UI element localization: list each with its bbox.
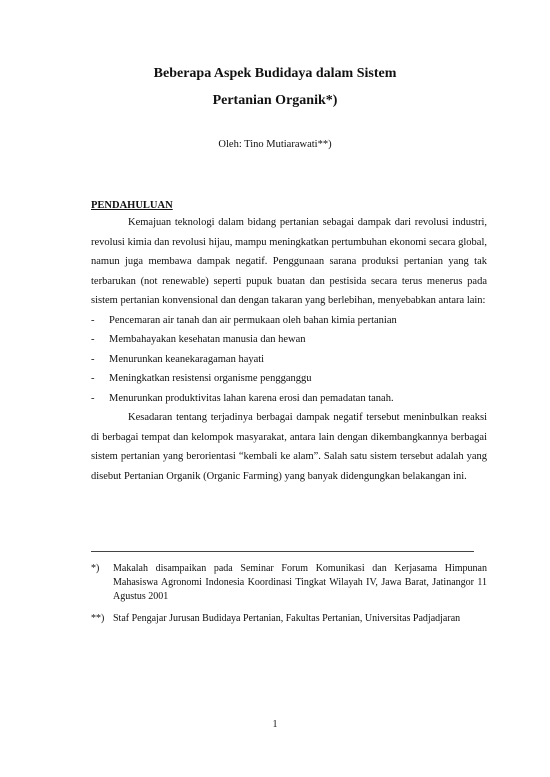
bullet-marker: - [91,392,95,404]
footnote [91,612,487,626]
title-line-2: Pertanian Organik*) [212,93,338,108]
list-item [91,330,487,350]
bullet-marker: - [91,314,95,326]
section-heading: PENDAHULUAN [91,200,173,211]
bullet-marker: - [91,373,95,384]
footnote-marker: **) [91,613,105,624]
body-text [91,213,487,486]
footnote [91,562,487,604]
list-item-text: Membahayakan kesehatan manusia dan hewan [109,334,306,345]
list-item-text: Pencemaran air tanah dan air permukaan oleh bahan kimia pertanian [109,314,397,326]
list-item-text: Menurunkan produktivitas lahan karena erosi dan pemadatan tanah. [109,392,394,404]
list-item-text: Meningkatkan resistensi organisme pengganggu [109,373,312,384]
list-item [91,311,487,331]
list-item-text: Menurunkan keanekaragaman hayati [109,353,265,365]
paragraph-intro: Kemajuan teknologi dalam bidang pertanian sebagai dampak dari revolusi industri, revolusi kimia dan revolusi hijau, mampu meningkatkan pertumbuhan ekonomi secara global, namun juga membawa dampak negatif. Penggunaan sarana produksi pertanian yang tak terbarukan (not renewable) seperti pupuk buatan dan pestisida secara terus menerus pada sistem pertanian konvensional dan dengan takaran yang berlebihan, menyebabkan antara lain: [91,217,487,306]
bullet-marker: - [91,353,95,365]
page-number: 1 [272,719,278,730]
bullet-marker: - [91,334,95,345]
list-item [91,389,487,409]
footnote-divider [91,551,474,552]
footnote-text: Makalah disampaikan pada Seminar Forum Komunikasi dan Kerjasama Himpunan Mahasiswa Agronomi Indonesia Koordinasi Tingkat Wilayah IV, Jawa Barat, Jatinangor 11 Agustus 2001 [113,563,487,602]
author-line: Oleh: Tino Mutiarawati**) [218,139,332,150]
list-item [91,369,487,389]
list-item [91,350,487,370]
footnote-text: Staf Pengajar Jurusan Budidaya Pertanian, Fakultas Pertanian, Universitas Padjadjaran [113,613,461,624]
title-line-1: Beberapa Aspek Budidaya dalam Sistem [153,66,397,81]
footnote-marker: *) [91,563,100,574]
paragraph-awareness: Kesadaran tentang terjadinya berbagai dampak negatif tersebut meninbulkan reaksi di berbagai tempat dan kelompok masyarakat, antara lain dengan dikembangkannya berbagai sistem pertanian yang berorientasi “kembali ke alam”. Salah satu sistem tersebut adalah yang disebut Pertanian Organik (Organic Farming) yang banyak didengungkan belakangan ini. [91,412,487,482]
